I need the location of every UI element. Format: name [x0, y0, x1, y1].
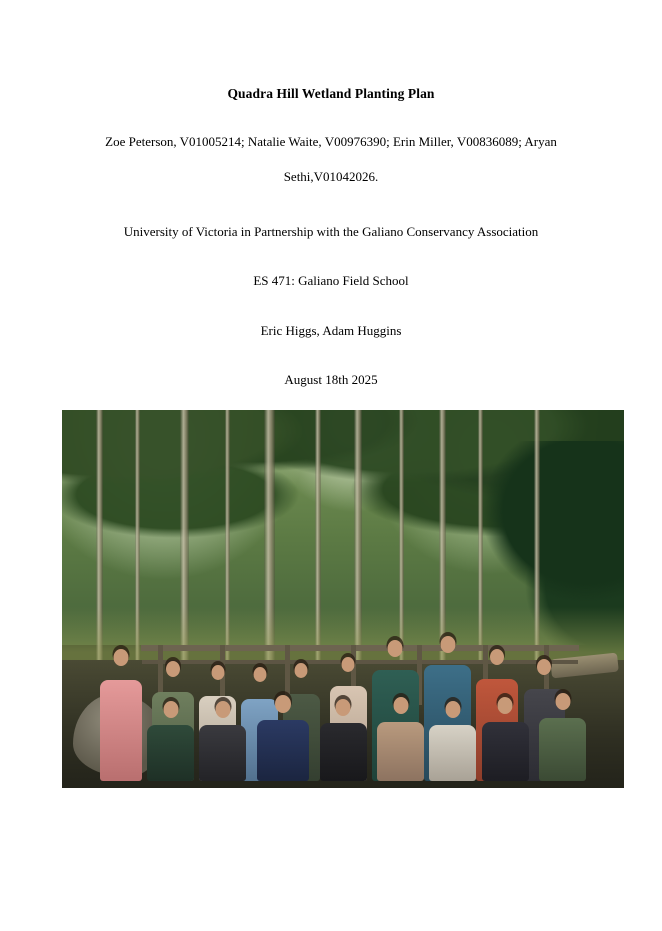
- person-body: [100, 680, 142, 780]
- author-list-line-2: Sethi,V01042026.: [283, 169, 379, 185]
- person-body: [482, 722, 529, 781]
- person-body: [257, 720, 309, 781]
- person-head: [342, 657, 355, 672]
- person-body: [147, 725, 194, 781]
- person-body: [199, 725, 246, 781]
- person-body: [320, 723, 367, 780]
- person-head: [393, 697, 408, 714]
- person-body: [377, 722, 424, 781]
- person-head: [253, 667, 266, 682]
- person-head: [211, 665, 224, 680]
- person-head: [498, 697, 513, 714]
- photo-group-of-people: [84, 580, 607, 780]
- affiliation: University of Victoria in Partnership with the Galiano Conservancy Association: [123, 224, 539, 240]
- person-head: [166, 661, 180, 677]
- person: [199, 701, 246, 781]
- person-head: [490, 649, 504, 665]
- course-name: ES 471: Galiano Field School: [253, 273, 409, 289]
- person-head: [537, 659, 551, 675]
- person-body: [429, 725, 476, 781]
- person-head: [440, 636, 455, 653]
- person-head: [163, 701, 178, 718]
- person: [539, 693, 586, 781]
- person-head: [388, 640, 403, 657]
- cover-photo-image: [62, 410, 624, 788]
- person-head: [275, 695, 291, 713]
- person-body: [539, 718, 586, 781]
- person-head: [215, 701, 230, 718]
- person-head: [114, 649, 129, 666]
- cover-photo: [62, 410, 624, 788]
- author-list-line-1: Zoe Peterson, V01005214; Natalie Waite, V00976390; Erin Miller, V00836089; Aryan: [105, 134, 557, 149]
- person: [482, 697, 529, 781]
- person: [320, 699, 367, 781]
- instructor-names: Eric Higgs, Adam Huggins: [260, 323, 402, 339]
- page-title: Quadra Hill Wetland Planting Plan: [227, 86, 435, 101]
- person-head: [295, 663, 308, 678]
- person: [100, 649, 142, 781]
- person: [429, 701, 476, 781]
- author-list: [62, 132, 600, 187]
- document-page: [0, 86, 662, 931]
- person-head: [555, 693, 570, 710]
- person-head: [445, 701, 460, 718]
- person: [147, 701, 194, 781]
- person: [257, 695, 309, 781]
- person: [377, 697, 424, 781]
- document-date: August 18th 2025: [284, 372, 378, 388]
- person-head: [336, 699, 351, 716]
